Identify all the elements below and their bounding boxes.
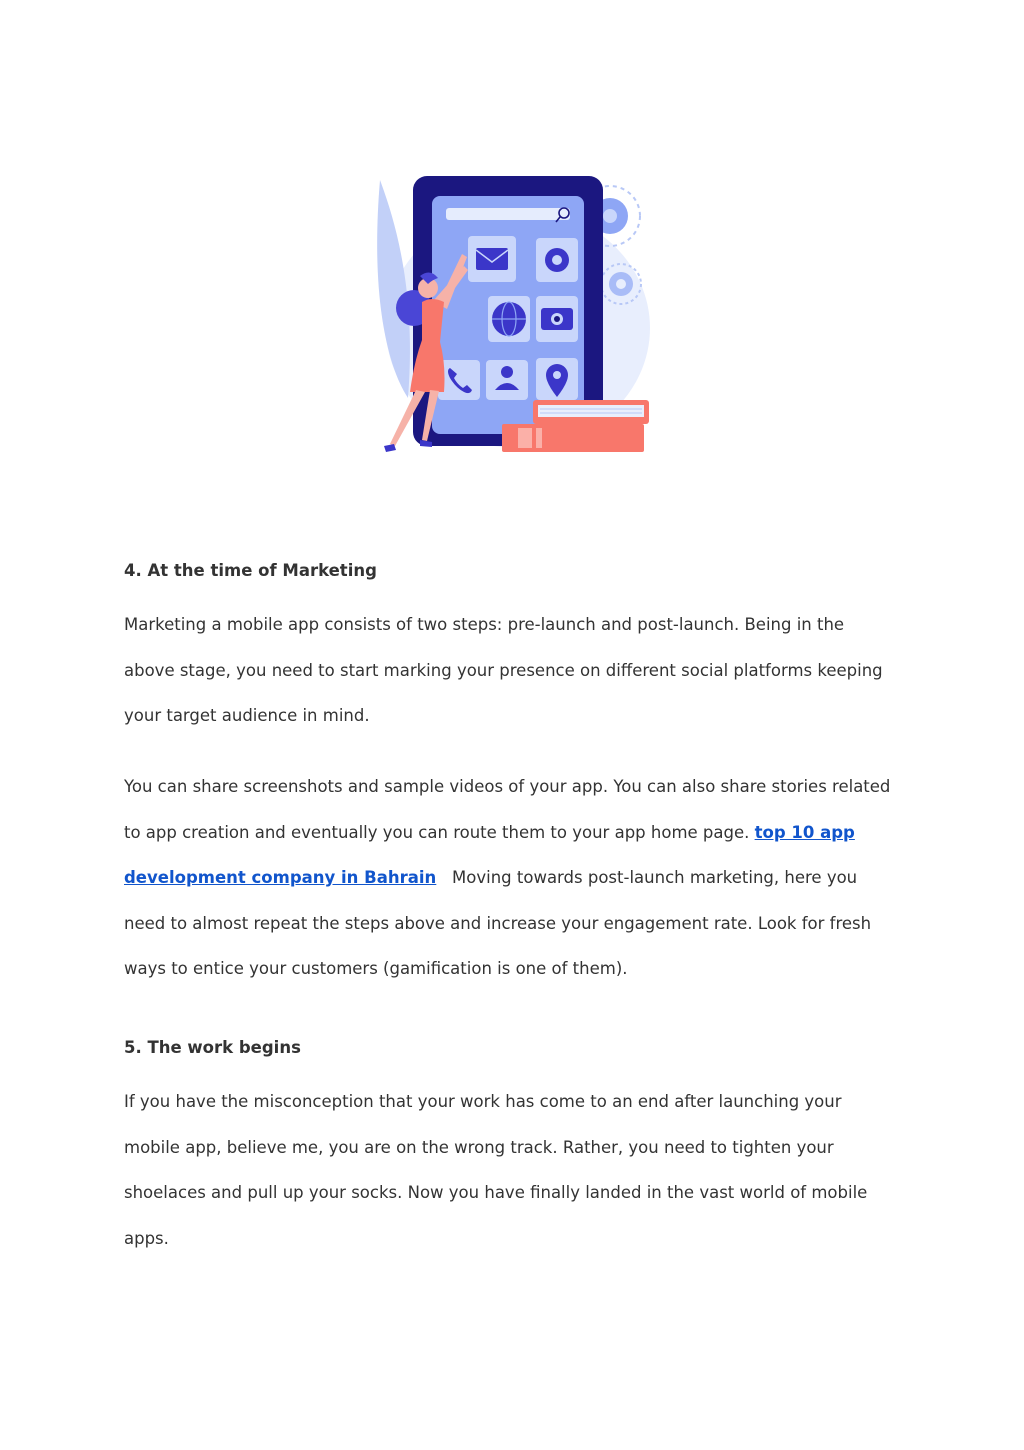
- paragraph-marketing-intro: Marketing a mobile app consists of two steps: pre-launch and post-launch. Being in the above stage, you need to start marking your presence on different social platforms keeping your target audience in mind.: [124, 615, 883, 725]
- search-bar: [446, 208, 570, 220]
- paragraph-text-before-link: You can share screenshots and sample videos of your app. You can also share stories related to app creation and eventually you can route them to your app home page.: [124, 777, 891, 842]
- woman-shoe: [384, 444, 396, 452]
- section-heading-marketing: 4. At the time of Marketing: [124, 561, 377, 580]
- company-link[interactable]: top 10 app development company in Bahrain: [124, 822, 855, 887]
- user-icon: [501, 366, 513, 378]
- section-heading-work-begins: 5. The work begins: [124, 1038, 301, 1057]
- paragraph-text-after-link: Moving towards post-launch marketing, here you need to almost repeat the steps above and increase your engagement rate. Look for fresh ways to entice your customers (gamification is one of them).: [124, 868, 877, 978]
- paragraph-marketing-share: [124, 764, 894, 992]
- mail-icon: [476, 248, 508, 270]
- paragraph-work-begins: If you have the misconception that your work has come to an end after launching your mobile app, believe me, you are on the wrong track. Rather, you need to tighten your shoelaces and pull up your socks. Now you have finally landed in the vast world of mobile apps.: [124, 1092, 868, 1248]
- mobile-app-illustration: [368, 168, 658, 460]
- leaf-shape: [377, 180, 410, 398]
